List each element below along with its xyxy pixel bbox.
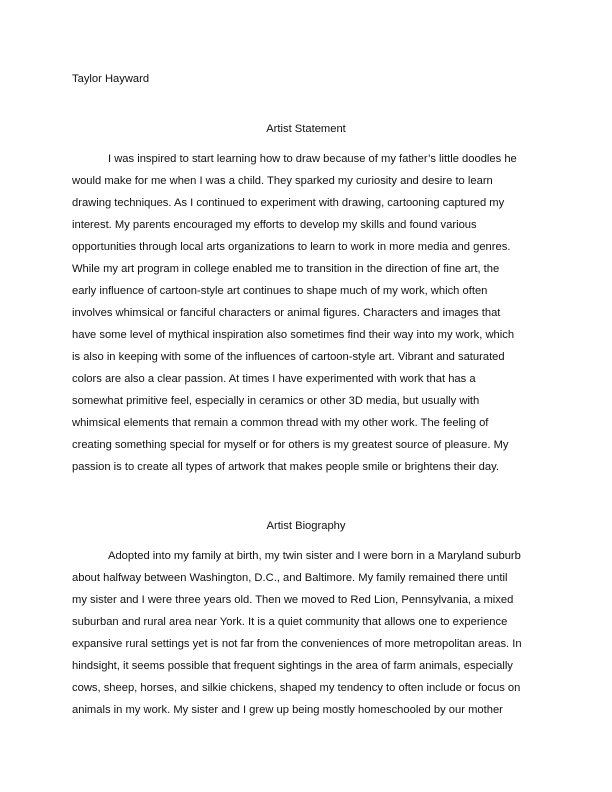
- statement-line: creating something special for myself or for others is my greatest source of pleasure. My: [72, 439, 509, 451]
- statement-line: have some level of mythical inspiration also sometimes find their way into my work, which: [72, 329, 515, 341]
- statement-line: opportunities through local arts organizations to learn to work in more media and genres.: [72, 241, 511, 253]
- statement-line: whimsical elements that remain a common thread with my other work. The feeling of: [72, 417, 489, 429]
- biography-line: cows, sheep, horses, and silkie chickens, shaped my tendency to often include or focus on: [72, 682, 521, 694]
- statement-line: would make for me when I was a child. They sparked my curiosity and desire to learn: [72, 175, 493, 187]
- statement-heading: Artist Statement: [266, 123, 346, 135]
- biography-line: Adopted into my family at birth, my twin sister and I were born in a Maryland suburb: [108, 550, 521, 562]
- statement-line: somewhat primitive feel, especially in ceramics or other 3D media, but usually with: [72, 395, 480, 407]
- biography-body: [72, 545, 542, 721]
- statement-line: drawing techniques. As I continued to experiment with drawing, cartooning captured my: [72, 197, 505, 209]
- statement-line: involves whimsical or fanciful characters or animal figures. Characters and images that: [72, 307, 501, 319]
- author-name: Taylor Hayward: [72, 73, 150, 85]
- statement-line: is also in keeping with some of the influences of cartoon-style art. Vibrant and saturated: [72, 351, 505, 363]
- biography-heading: Artist Biography: [266, 520, 346, 532]
- biography-line: hindsight, it seems possible that frequent sightings in the area of farm animals, especially: [72, 660, 513, 672]
- statement-line: passion is to create all types of artwork that makes people smile or brightens their day.: [72, 461, 499, 473]
- biography-line: expansive rural settings yet is not far from the conveniences of more metropolitan areas. In: [72, 638, 522, 650]
- statement-line: early influence of cartoon-style art continues to shape much of my work, which often: [72, 285, 488, 297]
- biography-line: suburban and rural area near York. It is a quiet community that allows one to experience: [72, 616, 508, 628]
- biography-line: animals in my work. My sister and I grew up being mostly homeschooled by our mother: [72, 704, 503, 716]
- biography-line: about halfway between Washington, D.C., and Baltimore. My family remained there until: [72, 572, 508, 584]
- statement-body: [72, 148, 542, 478]
- statement-line: I was inspired to start learning how to draw because of my father’s little doodles he: [108, 153, 517, 165]
- statement-line: interest. My parents encouraged my efforts to develop my skills and found various: [72, 219, 477, 231]
- statement-line: While my art program in college enabled me to transition in the direction of fine art, the: [72, 263, 500, 275]
- biography-line: my sister and I were three years old. Then we moved to Red Lion, Pennsylvania, a mixed: [72, 594, 514, 606]
- statement-line: colors are also a clear passion. At times I have experimented with work that has a: [72, 373, 476, 385]
